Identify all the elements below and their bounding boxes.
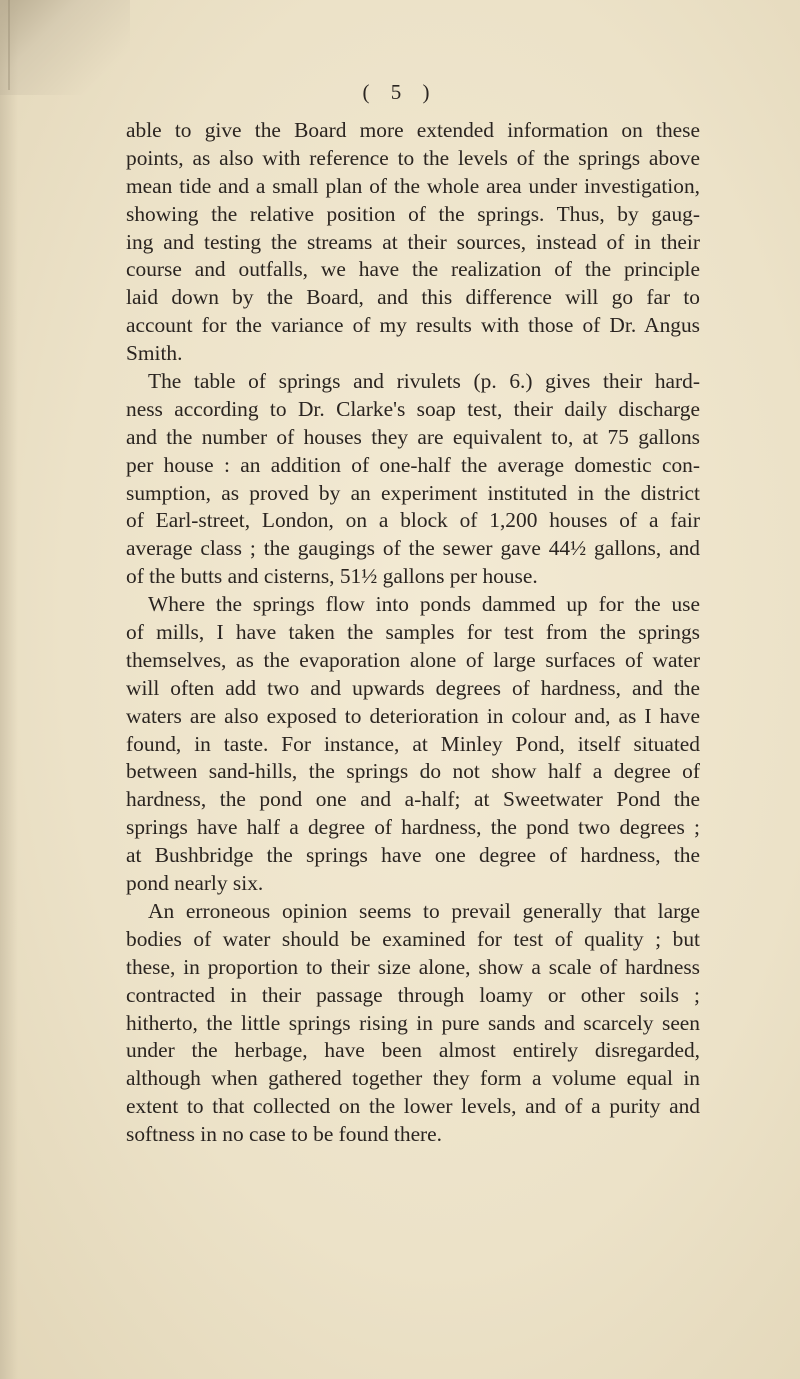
text-line: Where the springs flow into ponds dammed up for the use (148, 592, 700, 617)
text-line: at Bushbridge the springs have one degree of hardness, the (126, 843, 700, 868)
text-line: points, as also with reference to the levels of the springs above (126, 145, 700, 170)
text-line: able to give the Board more extended information on these (126, 118, 700, 142)
text-line: An erroneous opinion seems to prevail generally that large (148, 898, 700, 923)
text-line: average class ; the gaugings of the sewer gave 44½ gallons, and (126, 536, 700, 561)
page-binding-edge (0, 0, 18, 1379)
text-line: showing the relative position of the springs. Thus, by gaug- (126, 201, 700, 226)
text-line: although when gathered together they form a volume equal in (126, 1066, 700, 1091)
text-line: under the herbage, have been almost entirely disregarded, (126, 1038, 700, 1063)
text-line: Smith. (126, 341, 183, 366)
text-line: and the number of houses they are equivalent to, at 75 gallons (126, 424, 700, 449)
text-line: hitherto, the little springs rising in pure sands and scarcely seen (126, 1010, 700, 1035)
text-line: account for the variance of my results with those of Dr. Angus (126, 313, 700, 338)
page-crease (8, 0, 10, 90)
text-line: bodies of water should be examined for test of quality ; but (126, 926, 700, 951)
text-line: these, in proportion to their size alone, show a scale of hardness (126, 954, 700, 979)
text-line: of mills, I have taken the samples for test from the springs (126, 620, 700, 645)
text-line: course and outfalls, we have the realization of the principle (126, 257, 700, 282)
page-number: ( 5 ) (362, 80, 438, 104)
text-line: between sand-hills, the springs do not show half a degree of (126, 759, 700, 784)
text-line: ness according to Dr. Clarke's soap test, their daily discharge (126, 396, 700, 421)
text-line: hardness, the pond one and a-half; at Sweetwater Pond the (126, 787, 700, 812)
text-line: contracted in their passage through loamy or other soils ; (126, 982, 700, 1007)
text-line: of Earl-street, London, on a block of 1,200 houses of a fair (126, 508, 700, 533)
text-line: found, in taste. For instance, at Minley Pond, itself situated (126, 731, 700, 756)
text-line: of the butts and cisterns, 51½ gallons per house. (126, 564, 538, 589)
text-line: pond nearly six. (126, 871, 264, 896)
text-line: softness in no case to be found there. (126, 1122, 443, 1147)
text-line: mean tide and a small plan of the whole area under investigation, (126, 173, 700, 198)
text-line: per house : an addition of one-half the average domestic con- (126, 452, 700, 477)
text-line: will often add two and upwards degrees of hardness, and the (126, 675, 700, 700)
text-line: laid down by the Board, and this difference will go far to (126, 285, 700, 310)
text-line: waters are also exposed to deterioration in colour and, as I have (126, 703, 700, 728)
text-line: sumption, as proved by an experiment instituted in the district (126, 480, 700, 505)
text-line: ing and testing the streams at their sources, instead of in their (126, 229, 700, 254)
text-line: The table of springs and rivulets (p. 6.) gives their hard- (148, 369, 700, 394)
text-line: springs have half a degree of hardness, the pond two degrees ; (126, 815, 700, 840)
text-line: themselves, as the evaporation alone of large surfaces of water (126, 647, 700, 672)
body-text (126, 117, 700, 1149)
text-line: extent to that collected on the lower levels, and of a purity and (126, 1094, 700, 1119)
